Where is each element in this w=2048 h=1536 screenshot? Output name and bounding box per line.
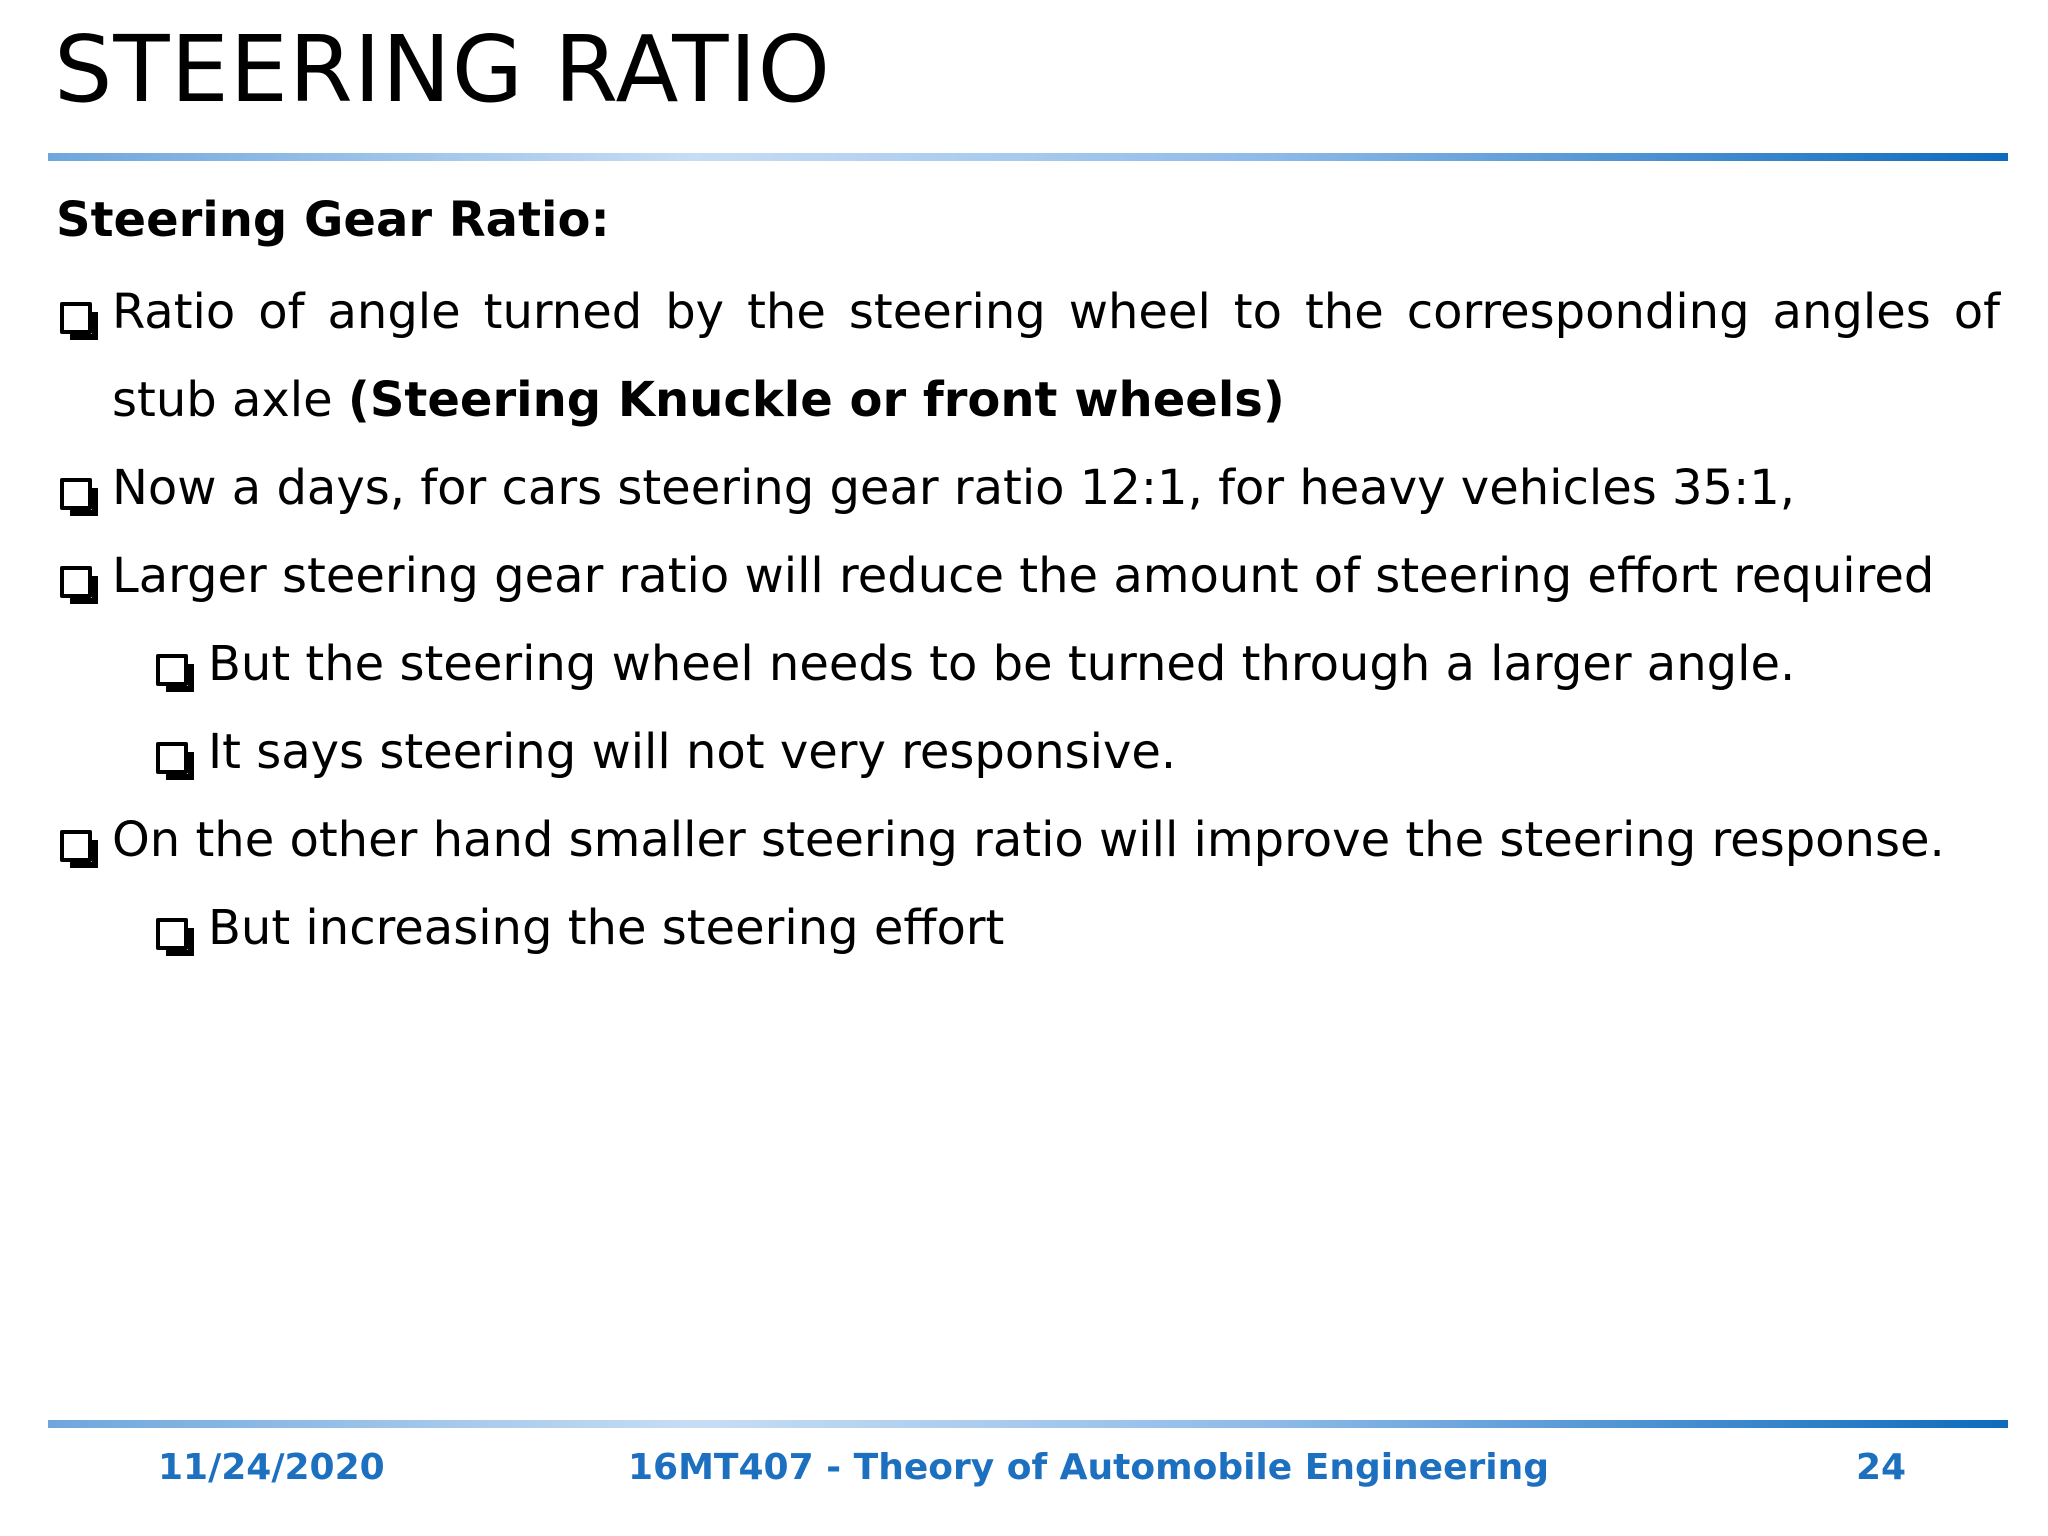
sub-bullet-item — [152, 620, 1996, 708]
checkbox-bullet-icon — [156, 918, 188, 950]
checkbox-bullet-icon — [60, 830, 92, 862]
bullet-item — [56, 268, 2000, 444]
bullet-item — [56, 444, 1996, 532]
bullet-text: Larger steering gear ratio will reduce the amount of steering effort required — [112, 548, 1935, 604]
title-divider — [48, 153, 2008, 161]
bullet-text: It says steering will not very responsive. — [208, 724, 1177, 780]
checkbox-bullet-icon — [60, 566, 92, 598]
slide-content — [56, 180, 2000, 972]
bullet-item — [56, 796, 1996, 884]
checkbox-bullet-icon — [60, 478, 92, 510]
bullet-text: But the steering wheel needs to be turned through a larger angle. — [208, 636, 1796, 692]
bullet-text: But increasing the steering effort — [208, 900, 1005, 956]
footer-page-number: 24 — [1856, 1447, 1907, 1488]
bullet-text: Ratio of angle turned by the steering wheel to the corresponding angles of stub axle — [112, 284, 2000, 428]
section-heading: Steering Gear Ratio: — [56, 192, 610, 248]
sub-bullet-item — [152, 708, 1996, 796]
slide-title: STEERING RATIO — [54, 16, 831, 123]
bullet-text: Now a days, for cars steering gear ratio 12:1, for heavy vehicles 35:1, — [112, 460, 1796, 516]
bullet-text: On the other hand smaller steering ratio will improve the steering response. — [112, 812, 1945, 868]
checkbox-bullet-icon — [60, 302, 92, 334]
sub-bullet-item — [152, 884, 1996, 972]
footer-course-title: 16MT407 - Theory of Automobile Engineering — [628, 1447, 1550, 1488]
footer-divider — [48, 1420, 2008, 1428]
bullet-item — [56, 532, 1996, 620]
footer-date: 11/24/2020 — [158, 1447, 385, 1488]
checkbox-bullet-icon — [156, 742, 188, 774]
bullet-bold-text: (Steering Knuckle or front wheels) — [347, 372, 1285, 428]
checkbox-bullet-icon — [156, 654, 188, 686]
